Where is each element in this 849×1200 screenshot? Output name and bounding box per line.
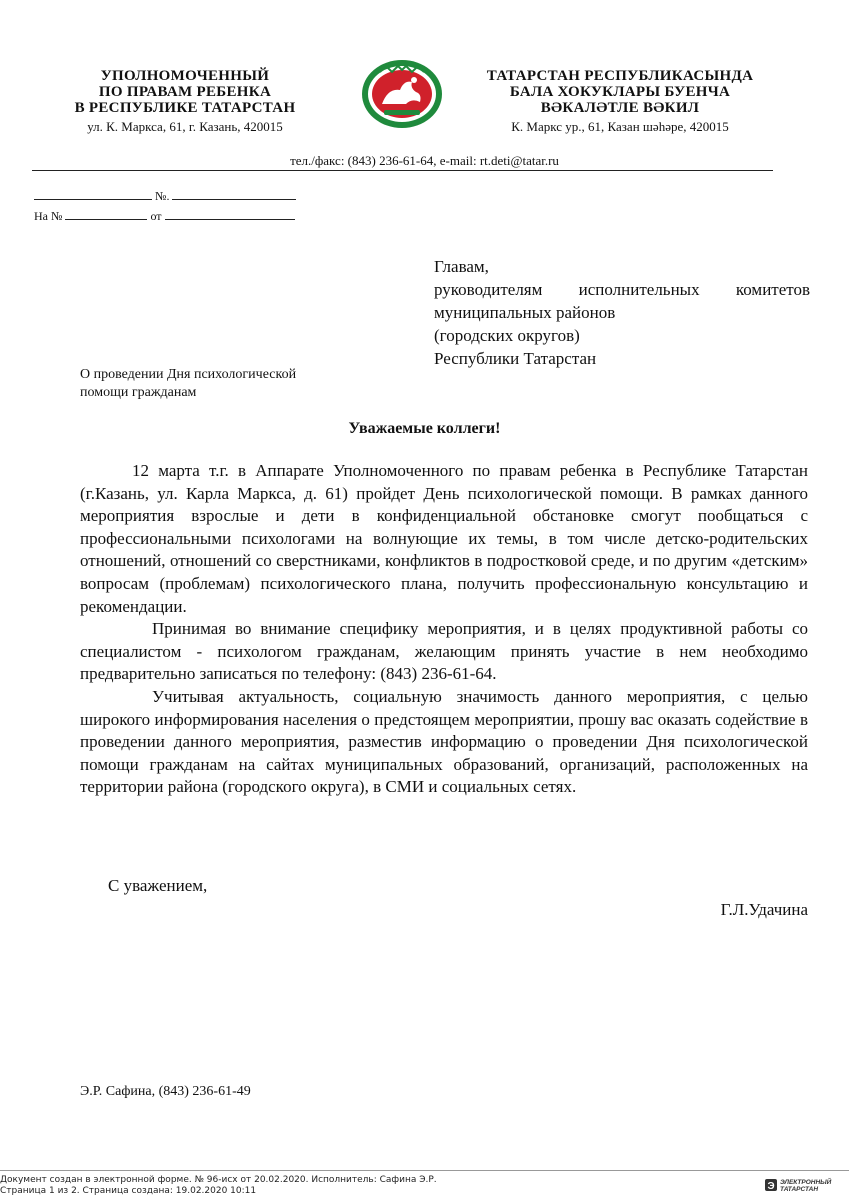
subject-line-1: О проведении Дня психологической <box>80 367 297 382</box>
electronic-tatarstan-logo <box>765 1177 845 1193</box>
footer-divider <box>0 1170 849 1171</box>
footer-info <box>0 1175 437 1197</box>
org-header-tatar <box>450 68 790 136</box>
closing: С уважением, <box>108 876 208 895</box>
signer-name: Г.Л.Удачина <box>720 900 808 919</box>
org-header-russian <box>40 68 330 136</box>
date-blank <box>34 188 152 200</box>
body-paragraph-2: Принимая во внимание специфику мероприятия, и в целях продуктивной работы со специалистом - психологом гражданам, желающим принять участие в нем необходимо предварительно записаться по телефону: (843) 236-61-64. <box>80 619 808 684</box>
addressee-line-4: (городских округов) <box>434 326 580 345</box>
addressee-block <box>434 255 810 370</box>
addressee-line-2: руководителям исполнительных комитетов <box>434 280 810 299</box>
org-title-tt-line-1: ТАТАРСТАН РЕСПУБЛИКАСЫНДА <box>486 68 754 84</box>
registration-number-line <box>34 188 296 204</box>
footer-line-2: Страница 1 из 2. Страница создана: 19.02.2020 10:11 <box>0 1186 257 1196</box>
header-divider <box>32 170 773 171</box>
subject-block <box>80 366 350 402</box>
org-title-tt-line-2: БАЛА ХОКУКЛАРЫ БУЕНЧА <box>509 84 731 100</box>
number-label: №. <box>155 189 170 203</box>
tatarstan-emblem-icon <box>360 58 444 130</box>
from-blank <box>165 208 295 220</box>
org-title-line-3: В РЕСПУБЛИКЕ ТАТАРСТАН <box>74 100 296 116</box>
contact-line: тел./факс: (843) 236-61-64, e-mail: rt.deti@tatar.ru <box>290 153 559 168</box>
letter-body <box>80 460 808 799</box>
executor-contact: Э.Р. Сафина, (843) 236-61-49 <box>80 1084 251 1099</box>
subject-line-2: помощи гражданам <box>80 385 197 400</box>
number-blank <box>172 188 296 200</box>
reference-blank <box>65 208 147 220</box>
addressee-line-1: Главам, <box>434 257 489 276</box>
addressee-line-3: муниципальных районов <box>434 303 616 322</box>
reference-label: На № <box>34 209 63 223</box>
svg-text:Э: Э <box>767 1181 775 1192</box>
reference-number-line <box>34 208 295 224</box>
addressee-line-5: Республики Татарстан <box>434 349 597 368</box>
org-title-line-1: УПОЛНОМОЧЕННЫЙ <box>100 68 270 84</box>
badge-bottom-text: ТАТАРСТАН <box>780 1186 819 1193</box>
greeting: Уважаемые коллеги! <box>348 420 501 437</box>
body-paragraph-1: 12 марта т.г. в Аппарате Уполномоченного по правам ребенка в Республике Татарстан (г.Казань, ул. Карла Маркса, д. 61) пройдет День психологической помощи. В рамках данного мероприятия взрослые и дети в конфиденциальной обстановке смогут пообщаться с профессиональными психологами на волнующие их темы, в том числе детско-родительских отношений, отношений со сверстниками, конфликтов в подростковой среде, и по другим «детским» вопросам (проблемам) психологического плана, получить профессиональную консультацию и рекомендации. <box>80 461 808 616</box>
badge-top-text: ЭЛЕКТРОННЫЙ <box>780 1179 832 1186</box>
org-address: ул. К. Маркса, 61, г. Казань, 420015 <box>87 119 283 134</box>
footer-line-1: Документ создан в электронной форме. № 96-исх от 20.02.2020. Исполнитель: Сафина Э.Р. <box>0 1175 437 1185</box>
org-title-tt-line-3: ВӘКАЛӘТЛЕ ВӘКИЛ <box>540 100 700 116</box>
body-paragraph-3: Учитывая актуальность, социальную значимость данного мероприятия, с целью широкого информирования населения о предстоящем мероприятии, прошу вас оказать содействие в проведении данного мероприятия, разместив информацию о проведении Дня психологической помощи гражданам на сайтах муниципальных образований, организаций, расположенных на территории района (городского округа), в СМИ и социальных сетях. <box>80 686 808 797</box>
org-address-tt: К. Маркс ур., 61, Казан шәһәре, 420015 <box>511 119 729 134</box>
org-title-line-2: ПО ПРАВАМ РЕБЕНКА <box>98 84 272 100</box>
from-label: от <box>150 209 162 223</box>
